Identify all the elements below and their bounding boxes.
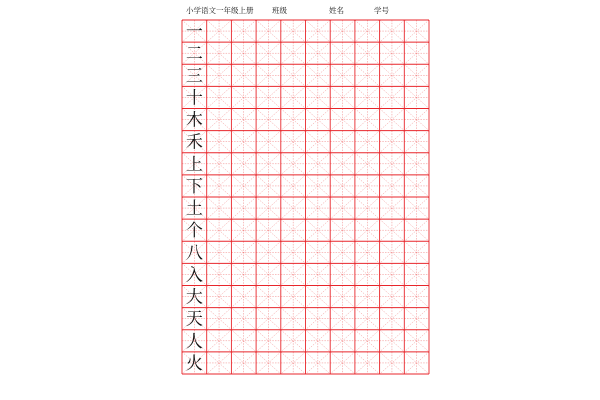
practice-character: 下: [185, 176, 203, 197]
class-label: 班级: [272, 6, 287, 15]
practice-character: 上: [185, 154, 203, 175]
practice-character: 天: [185, 309, 203, 330]
student-id-label: 学号: [374, 6, 389, 15]
name-label: 姓名: [329, 6, 344, 15]
worksheet-title: 小学语文一年级上册: [186, 6, 254, 15]
practice-character: 八: [185, 243, 203, 264]
practice-character: 一: [185, 22, 203, 43]
practice-character: 火: [185, 353, 203, 374]
practice-character: 三: [185, 66, 203, 87]
practice-character: 入: [185, 265, 203, 286]
practice-character: 十: [185, 88, 203, 109]
practice-character: 个: [185, 221, 203, 242]
practice-character: 土: [185, 199, 203, 220]
practice-character: 木: [185, 110, 203, 131]
practice-character: 二: [185, 44, 203, 65]
practice-character: 大: [185, 287, 203, 308]
practice-character: 禾: [185, 132, 203, 153]
practice-character: 人: [185, 331, 203, 352]
